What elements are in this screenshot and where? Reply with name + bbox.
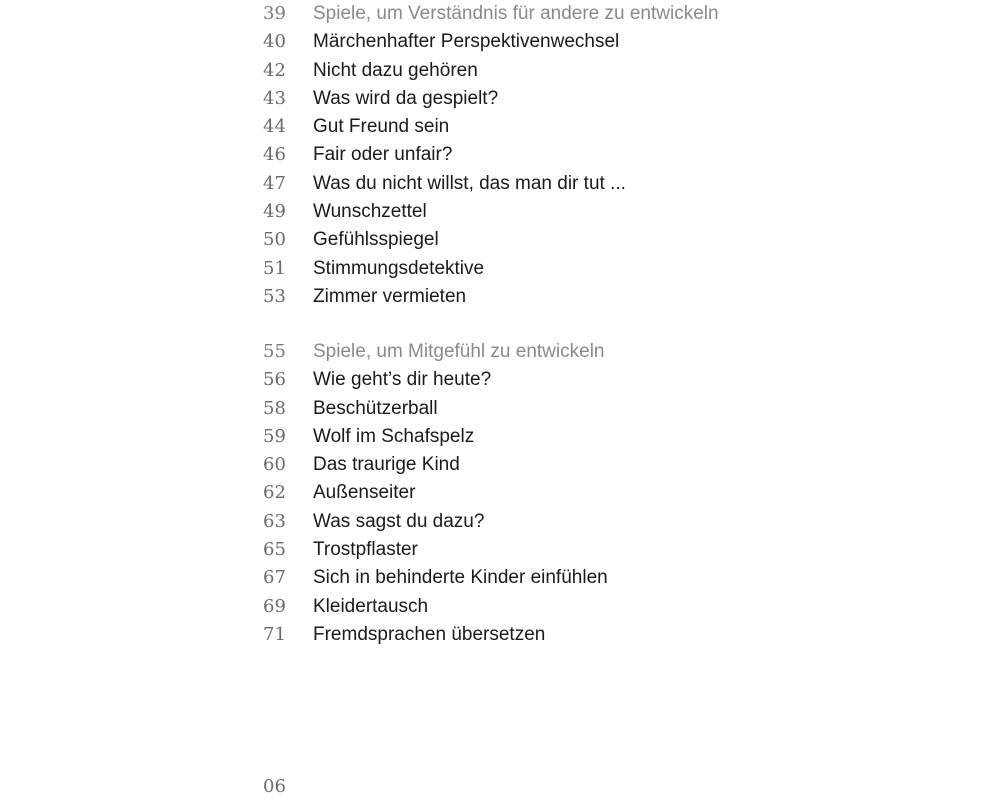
toc-page-number: 42 (263, 59, 286, 81)
toc-entry-title: Das traurige Kind (313, 454, 460, 476)
toc-entry (263, 369, 608, 397)
toc-entry-title: Märchenhafter Perspektivenwechsel (313, 31, 620, 53)
toc-section-empathy (263, 341, 608, 652)
toc-entry-title: Was du nicht willst, das man dir tut ... (313, 172, 626, 194)
toc-entry (263, 596, 608, 624)
toc-page-number: 46 (263, 144, 286, 166)
toc-entry-title: Stimmungsdetektive (313, 257, 485, 279)
toc-entry (263, 511, 608, 539)
toc-entry (263, 258, 719, 286)
toc-entry (263, 426, 608, 454)
toc-page-number: 56 (263, 369, 286, 391)
toc-section-understanding (263, 3, 719, 314)
toc-page-number: 69 (263, 595, 286, 617)
toc-entry-title: Sich in behinderte Kinder einfühlen (313, 567, 608, 589)
toc-page-number: 60 (263, 454, 286, 476)
toc-page-number: 55 (263, 341, 286, 362)
toc-page-number: 40 (263, 31, 286, 53)
toc-section-heading (263, 341, 608, 369)
toc-page-number: 58 (263, 397, 286, 419)
toc-entry (263, 31, 719, 59)
toc-heading-title: Spiele, um Verständnis für andere zu entwickeln (313, 3, 719, 24)
toc-entry-title: Wunschzettel (313, 201, 427, 223)
toc-page-number: 39 (263, 3, 286, 24)
toc-entry (263, 173, 719, 201)
toc-entry-title: Beschützerball (313, 397, 438, 419)
toc-entry-title: Nicht dazu gehören (313, 59, 478, 81)
toc-section-heading (263, 3, 719, 31)
toc-page-number: 53 (263, 285, 286, 307)
toc-entry (263, 567, 608, 595)
toc-entry (263, 88, 719, 116)
toc-entry (263, 482, 608, 510)
toc-entry (263, 116, 719, 144)
toc-entry-title: Fremdsprachen übersetzen (313, 623, 546, 645)
toc-entry-title: Kleidertausch (313, 595, 429, 617)
toc-entry (263, 454, 608, 482)
toc-entry-title: Zimmer vermieten (313, 285, 467, 307)
toc-page-number: 51 (263, 257, 286, 279)
toc-entry (263, 201, 719, 229)
folio-page-number: 06 (263, 776, 286, 797)
toc-entry-title: Wolf im Schafspelz (313, 425, 475, 447)
toc-entry (263, 60, 719, 88)
toc-page-number: 65 (263, 539, 286, 561)
toc-entry-title: Außenseiter (313, 482, 416, 504)
toc-entry-title: Wie geht’s dir heute? (313, 369, 492, 391)
toc-page-number: 62 (263, 482, 286, 504)
toc-entry (263, 144, 719, 172)
toc-page-number: 43 (263, 87, 286, 109)
toc-page-number: 50 (263, 229, 286, 251)
toc-entry-title: Trostpflaster (313, 539, 418, 561)
toc-heading-title: Spiele, um Mitgefühl zu entwickeln (313, 341, 605, 362)
toc-page-number: 44 (263, 116, 286, 138)
toc-entry-title: Fair oder unfair? (313, 144, 453, 166)
toc-page-number: 49 (263, 201, 286, 223)
toc-entry (263, 539, 608, 567)
toc-entry-title: Was sagst du dazu? (313, 510, 485, 532)
toc-page-number: 71 (263, 623, 286, 645)
toc-page-number: 67 (263, 567, 286, 589)
toc-entry (263, 624, 608, 652)
toc-page-number: 47 (263, 172, 286, 194)
toc-entry (263, 398, 608, 426)
toc-page-number: 59 (263, 425, 286, 447)
toc-entry (263, 286, 719, 314)
toc-entry-title: Gefühlsspiegel (313, 229, 439, 251)
toc-page-number: 63 (263, 510, 286, 532)
toc-entry-title: Was wird da gespielt? (313, 87, 499, 109)
toc-entry (263, 229, 719, 257)
toc-entry-title: Gut Freund sein (313, 116, 450, 138)
